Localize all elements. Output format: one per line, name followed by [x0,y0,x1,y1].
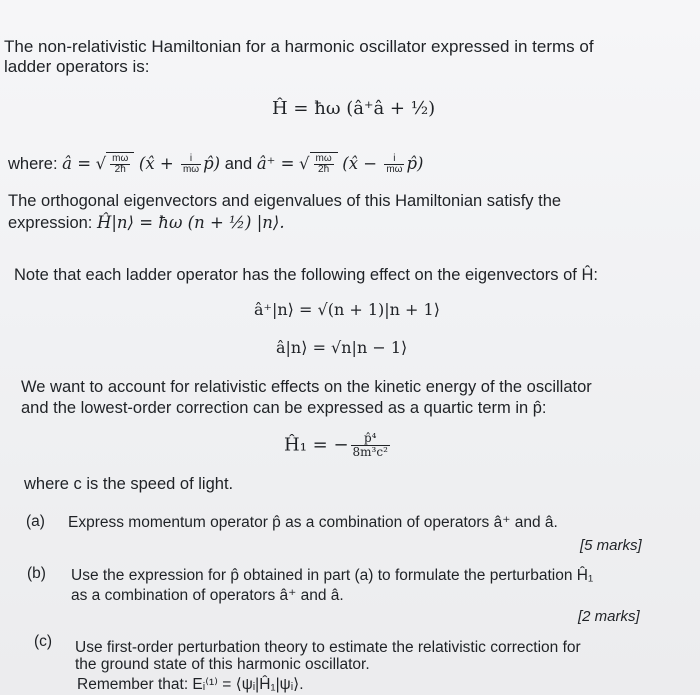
sqrt-den-2: 2ħ [318,164,330,176]
question-a-marks: [5 marks] [580,537,642,554]
a-expression-end: p̂) [203,154,221,173]
eigen-prefix: expression: [8,214,93,232]
question-c-line-2: the ground state of this harmonic oscillator. [75,656,370,673]
adag-expression-end: p̂) [406,154,424,173]
frac-num-1: i [181,154,201,165]
hamiltonian-equation: Ĥ = ħω (â⁺â + ½) [272,98,436,119]
frac-num-2: i [384,154,404,165]
speed-of-light-note: where c is the speed of light. [24,475,234,493]
adag-operator: â⁺ = [256,154,295,173]
question-a-label: (a) [26,513,45,530]
and-label: and [224,155,253,173]
a-expression: (x̂ + [138,154,179,173]
intro-line-2: ladder operators is: [4,57,150,76]
perturbation-equation [284,432,392,459]
h1-numerator: p̂⁴ [351,432,390,446]
question-c-line-3: Remember that: Eᵢ⁽¹⁾ = ⟨ψᵢ|Ĥ₁|ψᵢ⟩. [77,676,304,693]
frac-den-2: mω [386,164,403,176]
question-b-label: (b) [27,565,46,582]
ladder-note: Note that each ladder operator has the following effect on the eigenvectors of Ĥ: [14,266,598,284]
question-c-label: (c) [34,633,53,650]
a-operator: â = [62,154,92,173]
question-a-text: Express momentum operator p̂ as a combination of operators â⁺ and â. [68,514,558,531]
adag-expression: (x̂ − [342,154,383,173]
h1-denominator: 8m³c² [352,445,388,459]
question-b-line-2: as a combination of operators â⁺ and â. [71,587,344,604]
relativistic-line-1: We want to account for relativistic effects on the kinetic energy of the oscillator [21,378,592,396]
where-label: where: [8,155,58,173]
sqrt-den-1: 2ħ [114,164,126,176]
eigen-line-1: The orthogonal eigenvectors and eigenvalues of this Hamiltonian satisfy the [8,192,562,210]
eigen-equation: Ĥ|n⟩ = ħω (n + ½) |n⟩. [96,213,285,232]
question-b-line-1: Use the expression for p̂ obtained in part (a) to formulate the perturbation Ĥ₁ [71,567,594,584]
eigen-line-2 [8,213,285,233]
intro-line-1: The non-relativistic Hamiltonian for a harmonic oscillator expressed in terms of [4,37,594,56]
lowering-equation: â|n⟩ = √n|n − 1⟩ [276,338,408,357]
raising-equation: â⁺|n⟩ = √(n + 1)|n + 1⟩ [254,300,440,319]
ladder-definitions: where: â = √ $\frac{m\omega}{2ħ}$ (x̂ + $\frac{i}{m\omega}$ p̂) and â⁺ = √ $\frac{m\omega}{2ħ}$ (x̂ − $\frac{i}{m\omega}$ p̂) [8,153,424,176]
frac-den-1: mω [182,164,200,176]
question-b-marks: [2 marks] [578,608,640,625]
question-c-line-1: Use first-order perturbation theory to estimate the relativistic correction for [75,639,581,656]
relativistic-line-2: and the lowest-order correction can be expressed as a quartic term in p̂: [21,399,547,417]
h1-lhs: Ĥ₁ = − [284,434,349,456]
sqrt-num-1: mω [112,153,129,165]
sqrt-num-2: mω [315,153,332,165]
